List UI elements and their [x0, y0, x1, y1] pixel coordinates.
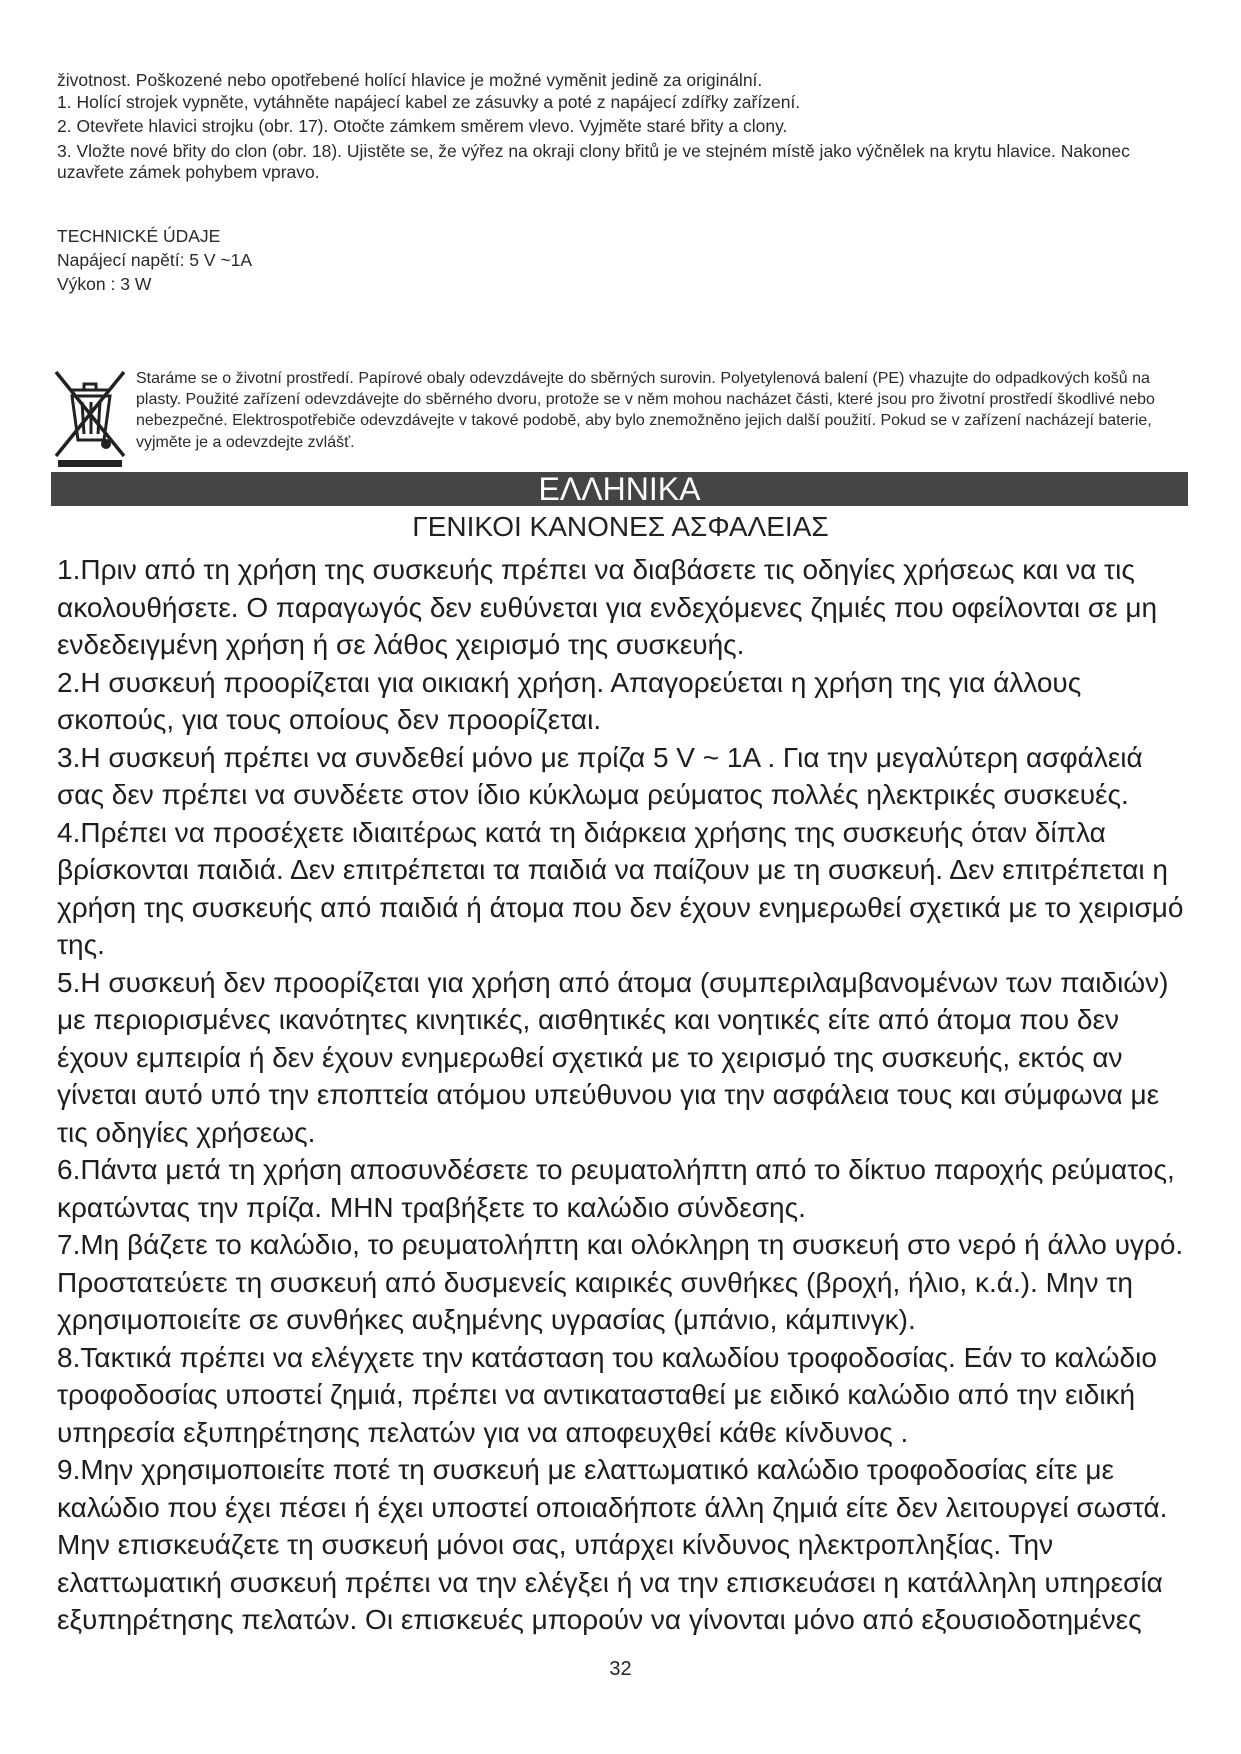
safety-rule-1: 1.Πριν από τη χρήση της συσκευής πρέπει να διαβάσετε τις οδηγίες χρήσεως και να τις ακολουθήσετε. Ο παραγωγός δεν ευθύνεται για ενδεχόμενες ζημιές που οφείλονται σε μη ενδεδειγμένη χρήση ή σε λάθος χειρισμό της συσκευής.	[57, 554, 1158, 660]
environment-notice	[136, 368, 1166, 453]
safety-rules	[57, 551, 1192, 1639]
safety-rule-9: 9.Μην χρησιμοποιείτε ποτέ τη συσκευή με ελαττωματικό καλώδιο τροφοδοσίας είτε με καλώδιο που έχει πέσει ή έχει υποστεί οποιαδήποτε άλλη ζημιά είτε δεν λειτουργεί σωστά. Μην επισκευάζετε τη συσκευή μόνοι σας, υπάρχει κίνδυνος ηλεκτροπληξίας. Την ελαττωματική συσκευή πρέπει να την ελέγξει ή να την επισκευάσει η κατάλληλη υπηρεσία εξυπηρέτησης πελατών. Οι επισκευές μπορούν να γίνονται μόνο από εξουσιοδοτημένες	[57, 1454, 1168, 1635]
safety-rule-4: 4.Πρέπει να προσέχετε ιδιαιτέρως κατά τη διάρκεια χρήσης της συσκευής όταν δίπλα βρίσκονται παιδιά. Δεν επιτρέπεται τα παιδιά να παίζουν με τη συσκευή. Δεν επιτρέπεται η χρήση της συσκευής από παιδιά ή άτομα που δεν έχουν ενημερωθεί σχετικά με το χειρισμό της.	[57, 816, 1184, 960]
czech-step-1: 1. Holící strojek vypněte, vytáhněte napájecí kabel ze zásuvky a poté z napájecí zdířky zařízení.	[57, 91, 801, 112]
language-header: ΕΛΛΗΝΙΚΑ	[51, 472, 1188, 506]
czech-step-2: 2. Otevřete hlavici strojku (obr. 17). Otočte zámkem směrem vlevo. Vyjměte staré břity a clony.	[57, 116, 788, 136]
technical-data	[57, 224, 1187, 296]
page-number: 32	[609, 1658, 632, 1680]
safety-rule-3: 3.Η συσκευή πρέπει να συνδεθεί μόνο με πρίζα 5 V ~ 1A . Για την μεγαλύτερη ασφάλειά σας δεν πρέπει να συνδέετε στον ίδιο κύκλωμα ρεύματος πολλές ηλεκτρικές συσκευές.	[57, 741, 1143, 810]
safety-rule-5: 5.Η συσκευή δεν προορίζεται για χρήση από άτομα (συμπεριλαμβανομένων των παιδιών) με περιορισμένες ικανότητες κινητικές, αισθητικές και νοητικές είτε από άτομα που δεν έχουν εμπειρία ή δεν έχουν ενημερωθεί σχετικά με το χειρισμό της συσκευής, εκτός αν γίνεται αυτό υπό την εποπτεία ατόμου υπεύθυνου για την ασφάλεια τους και σύμφωνα με τις οδηγίες χρήσεως.	[57, 966, 1169, 1148]
technical-power: Výkon : 3 W	[57, 274, 152, 294]
safety-rule-2: 2.Η συσκευή προορίζεται για οικιακή χρήση. Απαγορεύεται η χρήση της για άλλους σκοπούς, για τους οποίους δεν προορίζεται.	[57, 666, 1082, 735]
safety-rule-8: 8.Τακτικά πρέπει να ελέγχετε την κατάσταση του καλωδίου τροφοδοσίας. Εάν το καλώδιο τροφοδοσίας υποστεί ζημιά, πρέπει να αντικατασταθεί με ειδικό καλώδιο από την ειδική υπηρεσία εξυπηρέτησης πελατών για να αποφευχθεί κάθε κίνδυνος .	[57, 1341, 1157, 1448]
technical-voltage: Napájecí napětí: 5 V ~1A	[57, 250, 253, 270]
czech-maintenance-text	[57, 70, 1187, 184]
safety-rule-7: 7.Μη βάζετε το καλώδιο, το ρευματολήπτη και ολόκληρη τη συσκευή στο νερό ή άλλο υγρό. Προστατεύετε τη συσκευή από δυσμενείς καιρικές συνθήκες (βροχή, ήλιο, κ.ά.). Μην τη χρησιμοποιείτε σε συνθήκες αυξημένης υγρασίας (μπάνιο, κάμπινγκ).	[57, 1229, 1184, 1335]
safety-rules-title: ΓΕΝΙΚΟΙ ΚΑΝΟΝΕΣ ΑΣΦΑΛΕΙΑΣ	[412, 511, 829, 542]
crossed-out-wheelie-bin-icon	[48, 368, 132, 468]
czech-step-3: 3. Vložte nové břity do clon (obr. 18). Ujistěte se, že výřez na okraji clony břitů je ve stejném místě jako výčnělek na krytu hlavice. Nakonec uzavřete zámek pohybem vpravo.	[57, 140, 1130, 182]
czech-line-intro: životnost. Poškozené nebo opotřebené holící hlavice je možné vyměnit jedině za originální.	[57, 70, 763, 90]
technical-heading: TECHNICKÉ ÚDAJE	[57, 226, 221, 246]
safety-rule-6: 6.Πάντα μετά τη χρήση αποσυνδέσετε το ρευματολήπτη από το δίκτυο παροχής ρεύματος, κρατώντας την πρίζα. ΜΗΝ τραβήξετε το καλώδιο σύνδεσης.	[57, 1154, 1175, 1223]
environment-text: Staráme se o životní prostředí. Papírové obaly odevzdávejte do sběrných surovin. Polyetylenová balení (PE) vhazujte do odpadkových košů na plasty. Použité zařízení odevzdávejte do sběrného dvoru, protože se v něm mohou nacházet části, které jsou pro životní prostředí škodlivé nebo nebezpečné. Elektrospotřebiče odevzdávejte v takové podobě, aby bylo znemožněno jejich další použití. Pokud se v zařízení nacházejí baterie, vyjměte je a odevzdejte zvlášť.	[136, 370, 1155, 451]
